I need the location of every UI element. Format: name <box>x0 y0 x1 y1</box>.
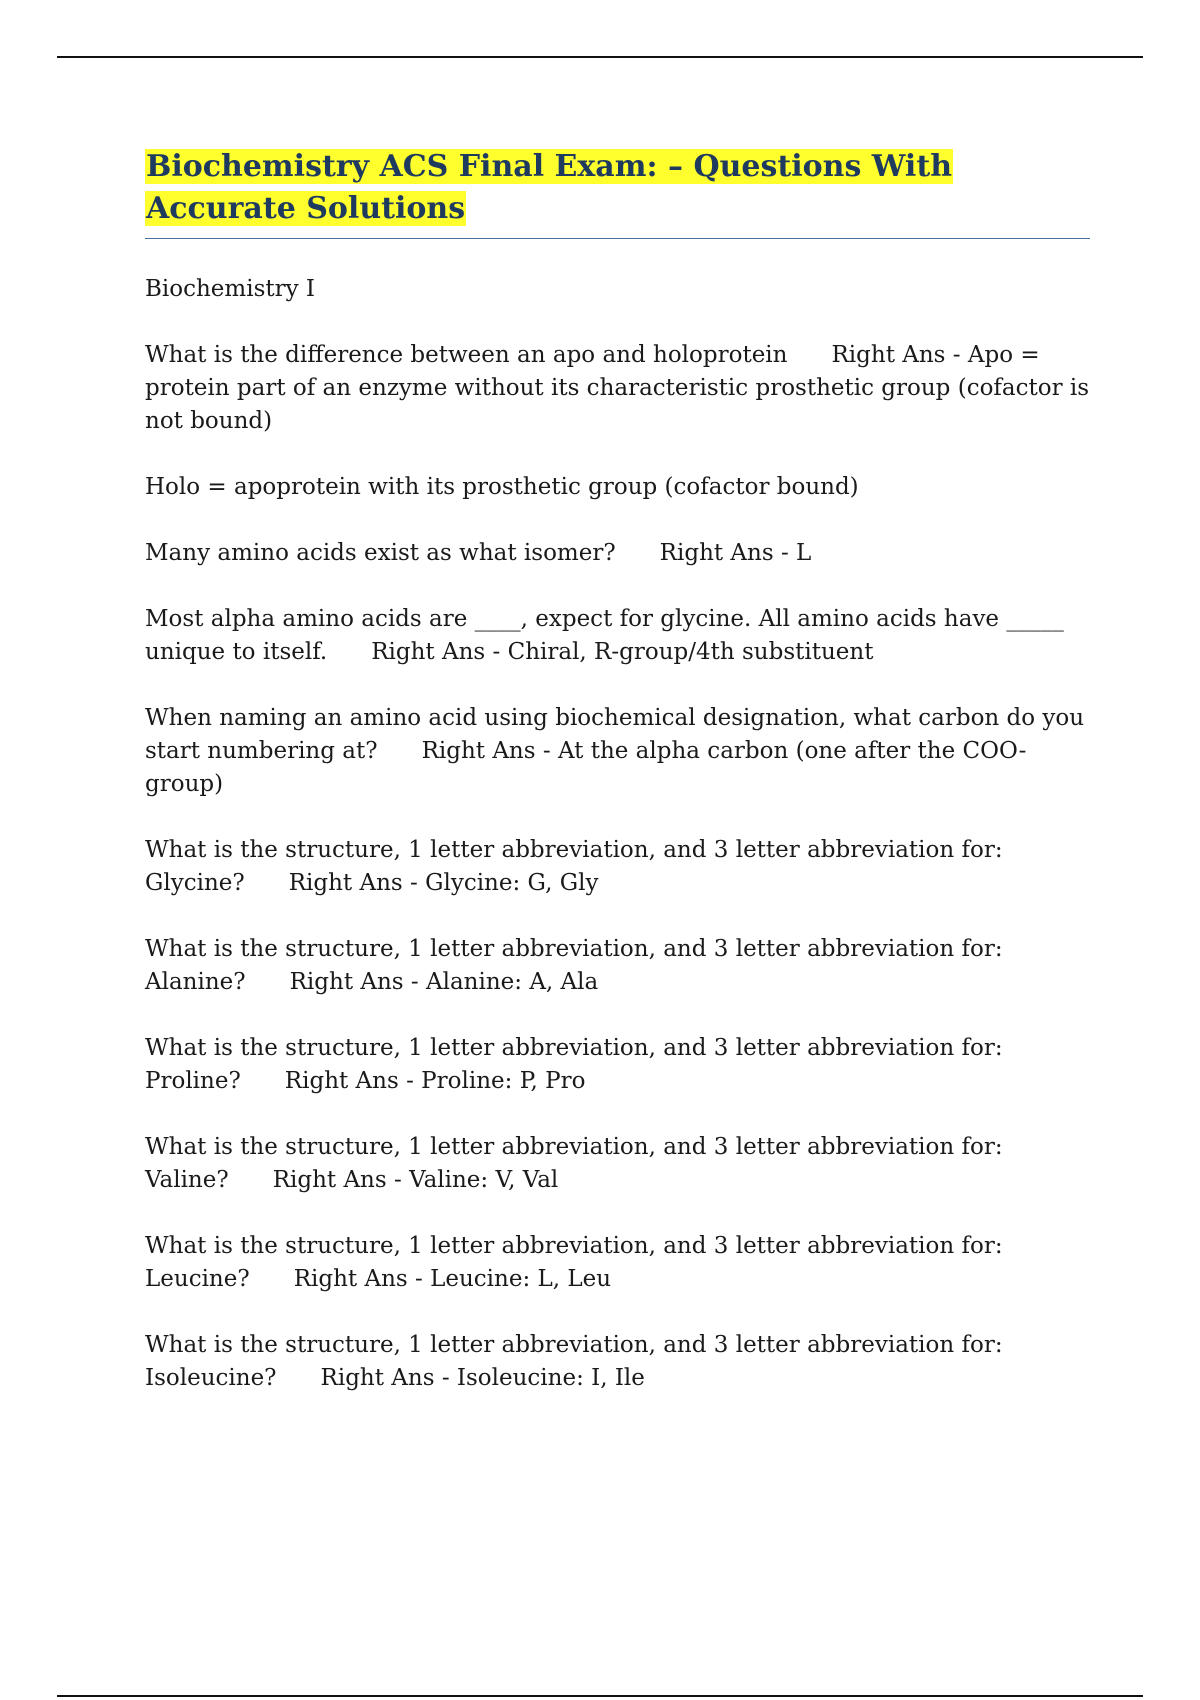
qa-item-9 <box>145 1230 1090 1296</box>
answer-text: Right Ans - Apo = protein part of an enzyme without its characteristic prosthetic group (cofactor is not bound) <box>145 342 1090 434</box>
qa-item-0 <box>145 339 1090 438</box>
qa-item-10 <box>145 1329 1090 1395</box>
title-block <box>145 146 1090 239</box>
answer-text: Right Ans - Alanine: A, Ala <box>289 969 599 995</box>
qa-item-2 <box>145 537 1090 570</box>
page-bottom-rule <box>57 1695 1143 1697</box>
question-text: What is the structure, 1 letter abbreviation, and 3 letter abbreviation for: Leucine? <box>145 1233 1003 1292</box>
question-text: What is the structure, 1 letter abbreviation, and 3 letter abbreviation for: Proline? <box>145 1035 1003 1094</box>
question-text: What is the structure, 1 letter abbreviation, and 3 letter abbreviation for: Valine? <box>145 1134 1003 1193</box>
document-subtitle: Biochemistry I <box>145 276 316 302</box>
answer-text: Right Ans - Proline: P, Pro <box>284 1068 586 1094</box>
document-title-text: Biochemistry ACS Final Exam: – Questions With Accurate Solutions <box>146 149 953 226</box>
question-text: What is the difference between an apo and holoprotein <box>145 342 788 368</box>
qa-item-8 <box>145 1131 1090 1197</box>
answer-text: Right Ans - Isoleucine: I, Ile <box>320 1365 645 1391</box>
question-text: What is the structure, 1 letter abbreviation, and 3 letter abbreviation for: Glycine? <box>145 837 1003 896</box>
qa-item-6 <box>145 933 1090 999</box>
answer-text: Right Ans - Leucine: L, Leu <box>293 1266 612 1292</box>
document-title <box>145 146 1090 230</box>
answer-text: Right Ans - At the alpha carbon (one after the COO- group) <box>145 738 1027 797</box>
qa-item-1 <box>145 471 1090 504</box>
qa-item-7 <box>145 1032 1090 1098</box>
answer-text: Right Ans - L <box>659 540 812 566</box>
question-text: Many amino acids exist as what isomer? <box>145 540 616 566</box>
qa-item-3 <box>145 603 1090 669</box>
answer-text: Right Ans - Chiral, R-group/4th substituent <box>371 639 874 665</box>
page-top-rule <box>57 56 1143 58</box>
question-text: What is the structure, 1 letter abbreviation, and 3 letter abbreviation for: Isoleucine? <box>145 1332 1003 1391</box>
question-text: Holo = apoprotein with its prosthetic group (cofactor bound) <box>145 474 859 500</box>
answer-text: Right Ans - Valine: V, Val <box>272 1167 559 1193</box>
answer-text: Right Ans - Glycine: G, Gly <box>288 870 599 896</box>
qa-item-4 <box>145 702 1090 801</box>
document-body <box>145 146 1090 1395</box>
question-text: What is the structure, 1 letter abbreviation, and 3 letter abbreviation for: Alanine? <box>145 936 1003 995</box>
qa-item-5 <box>145 834 1090 900</box>
question-text: Most alpha amino acids are ____, expect for glycine. All amino acids have _____ unique to itself. <box>145 606 1064 665</box>
question-text: When naming an amino acid using biochemical designation, what carbon do you start numbering at? <box>145 705 1085 764</box>
